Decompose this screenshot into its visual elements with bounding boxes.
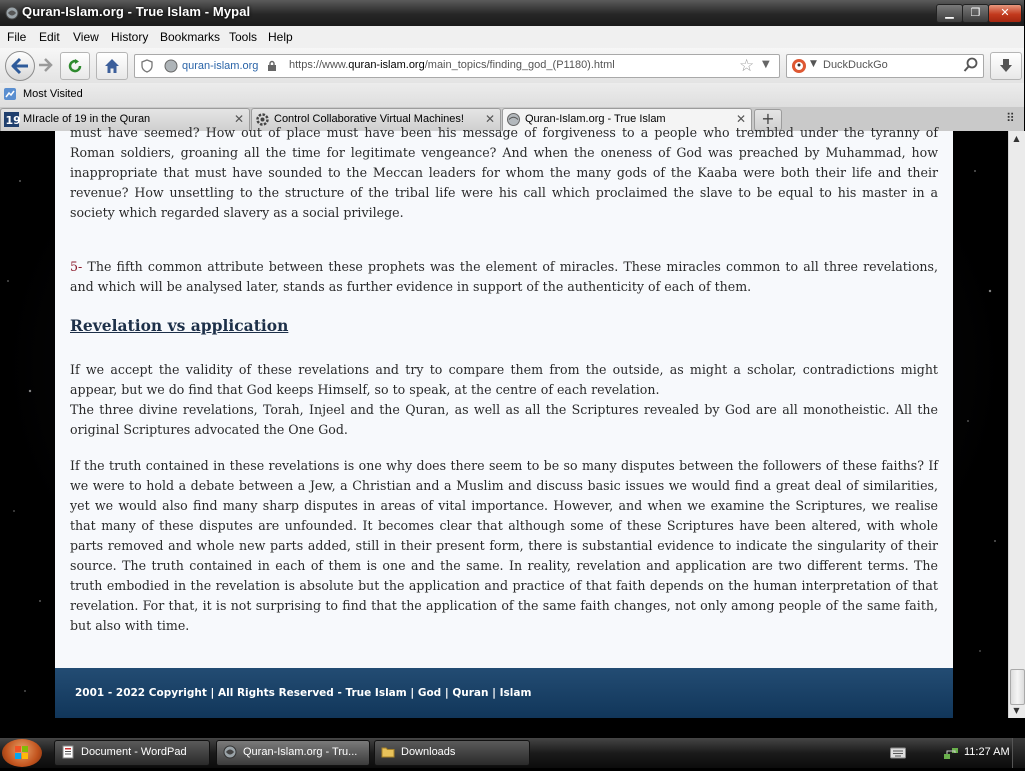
start-button[interactable] — [2, 739, 42, 767]
url-dropdown-icon[interactable]: ▼ — [762, 59, 770, 70]
reload-icon — [67, 58, 83, 74]
url-path: /main_topics/finding_god_(P1180).html — [424, 59, 615, 71]
keyboard-icon[interactable] — [890, 747, 906, 759]
site-favicon-icon — [164, 59, 178, 73]
vertical-scrollbar[interactable] — [1008, 131, 1025, 718]
article-paragraph — [70, 257, 938, 297]
home-icon — [104, 58, 120, 74]
menu-bookmarks[interactable]: Bookmarks — [160, 30, 221, 44]
tab-close-icon[interactable]: ✕ — [735, 112, 746, 126]
article-paragraph: must have seemed? How out of place must have been his message of forgiveness to a people who trembled under the tyranny of Roman soldiers, groaning all the time for legitimate vengeance? And when the oneness of God was preached by Muhammad, how inappropriate that must have sounded to the Meccan leaders for whom the many gods of the Kaaba were both their life and their revenue? How unsettling to the structure of the tribal life were his call which proclaimed the slave to be equal to his master in a society which regarded slavery as a social privilege. — [70, 125, 938, 220]
duckduckgo-icon[interactable] — [791, 58, 807, 74]
system-clock[interactable]: 11:27 AM — [964, 746, 1010, 758]
taskbar-label: Document - WordPad — [81, 746, 187, 758]
article-content — [55, 125, 953, 668]
most-visited-label: Most Visited — [23, 88, 83, 100]
url-prefix: https://www. — [289, 59, 349, 71]
menu-view[interactable]: View — [73, 30, 99, 44]
scroll-down-icon[interactable]: ▼ — [1013, 706, 1020, 715]
downloads-button[interactable] — [990, 52, 1022, 80]
reload-button[interactable] — [60, 52, 90, 80]
identity-domain: quran-islam.org — [182, 60, 259, 72]
tab-close-icon[interactable]: ✕ — [233, 112, 244, 126]
forward-button[interactable] — [34, 52, 56, 78]
url-bar[interactable] — [134, 54, 780, 78]
forward-arrow-icon — [38, 58, 52, 72]
taskbar-item-wordpad[interactable] — [54, 740, 210, 766]
maximize-button[interactable]: ❐ — [962, 4, 989, 23]
tab-close-icon[interactable]: ✕ — [484, 112, 495, 126]
menu-help[interactable]: Help — [268, 30, 293, 44]
download-arrow-icon — [999, 58, 1013, 74]
minimize-button[interactable]: ▁ — [936, 4, 963, 23]
home-button[interactable] — [96, 52, 128, 80]
menu-tools[interactable]: Tools — [229, 30, 258, 44]
title-bar — [0, 0, 1024, 26]
nineteen-icon — [4, 112, 19, 127]
paragraph-text: The fifth common attribute between these prophets was the element of miracles. These miracles common to all three revelations, and which will be analysed later, stands as further evidence in support of the authenticity of each of them. — [70, 259, 938, 294]
search-input[interactable]: DuckDuckGo — [823, 59, 888, 71]
list-number: 5- — [70, 259, 83, 274]
taskbar-item-browser[interactable] — [216, 740, 370, 766]
back-button[interactable] — [5, 51, 35, 81]
scrollbar-thumb[interactable] — [1010, 669, 1025, 705]
article-paragraph: If we accept the validity of these revelations and try to compare them from the outside, as might a scholar, contradictions might appear, but we do find that God keeps Himself, so to speak, at the centre of each revelation. — [70, 362, 938, 397]
browser-icon — [223, 745, 237, 759]
taskbar-label: Quran-Islam.org - Tru... — [243, 746, 358, 758]
tab-label: MIracle of 19 in the Quran — [23, 113, 151, 125]
article-paragraph: The three divine revelations, Torah, Injeel and the Quran, as well as all the Scriptures revealed by God are all monotheistic. All the original Scriptures advocated the One God. — [70, 402, 938, 437]
navigation-toolbar — [0, 48, 1024, 83]
page-footer — [55, 668, 953, 718]
close-button[interactable]: ✕ — [988, 4, 1022, 23]
most-visited-icon — [3, 87, 17, 101]
bookmarks-toolbar — [0, 83, 1024, 107]
window-title: Quran-Islam.org - True Islam - Mypal — [22, 4, 251, 19]
windows-logo-icon — [2, 739, 42, 767]
tab-list-icon[interactable]: ⠿ — [1006, 111, 1015, 125]
lock-icon — [266, 60, 278, 72]
tab-label: Quran-Islam.org - True Islam — [525, 113, 666, 125]
footer-copyright: 2001 - 2022 Copyright | All Rights Reserved - True Islam | God | Quran | Islam — [75, 687, 532, 699]
taskbar-label: Downloads — [401, 746, 456, 758]
back-arrow-icon — [11, 58, 29, 74]
site-identity-block[interactable] — [135, 55, 285, 77]
wordpad-icon — [61, 745, 75, 759]
section-heading: Revelation vs application — [70, 316, 289, 335]
menu-history[interactable]: History — [111, 30, 149, 44]
url-host: quran-islam.org — [348, 59, 425, 71]
menu-bar — [0, 26, 1024, 49]
taskbar-item-downloads[interactable] — [374, 740, 530, 766]
search-engine-dropdown-icon[interactable]: ▼ — [810, 59, 817, 69]
menu-file[interactable]: File — [7, 30, 27, 44]
shield-icon — [140, 59, 154, 73]
svg-text:19: 19 — [5, 114, 21, 127]
taskbar — [0, 738, 1024, 768]
url-text[interactable] — [289, 59, 615, 71]
most-visited-bookmark[interactable] — [3, 87, 83, 101]
network-icon[interactable] — [943, 745, 959, 761]
folder-icon — [381, 745, 395, 759]
scroll-up-icon[interactable]: ▲ — [1013, 134, 1020, 143]
bookmark-star-icon[interactable]: ☆ — [739, 56, 755, 76]
page-viewport — [0, 125, 1008, 718]
menu-edit[interactable]: Edit — [39, 30, 60, 44]
tab-label: Control Collaborative Virtual Machines! — [274, 113, 464, 125]
search-bar[interactable] — [786, 54, 984, 78]
article-paragraph: If the truth contained in these revelations is one why does there seem to be so many disputes between the followers of these faiths? If we were to hold a debate between a Jew, a Christian and a Muslim and discuss basic issues we would find a great deal of similarities, yet we would also find many sharp disputes in areas of vital importance. However, and when we examine the Scriptures, we realise that many of these disputes are unfounded. It becomes clear that although some of these Scriptures have been altered, with whole parts removed and whole new parts added, still in their present form, there is substantial evidence to indicate the singularity of their source. The truth contained in each of them is one and the same. In reality, revelation and application are two different terms. The truth embodied in the revelation is absolute but the application and practice of that faith depends on the human interpretation of that revelation. For that, it is not surprising to find that the application of the same faith changes, not only among people of the same faith, but also with time. — [70, 458, 938, 633]
new-tab-button[interactable]: + — [754, 109, 782, 131]
show-desktop-button[interactable] — [1012, 738, 1025, 768]
mypal-app-icon — [5, 6, 19, 20]
search-icon[interactable] — [963, 57, 979, 73]
